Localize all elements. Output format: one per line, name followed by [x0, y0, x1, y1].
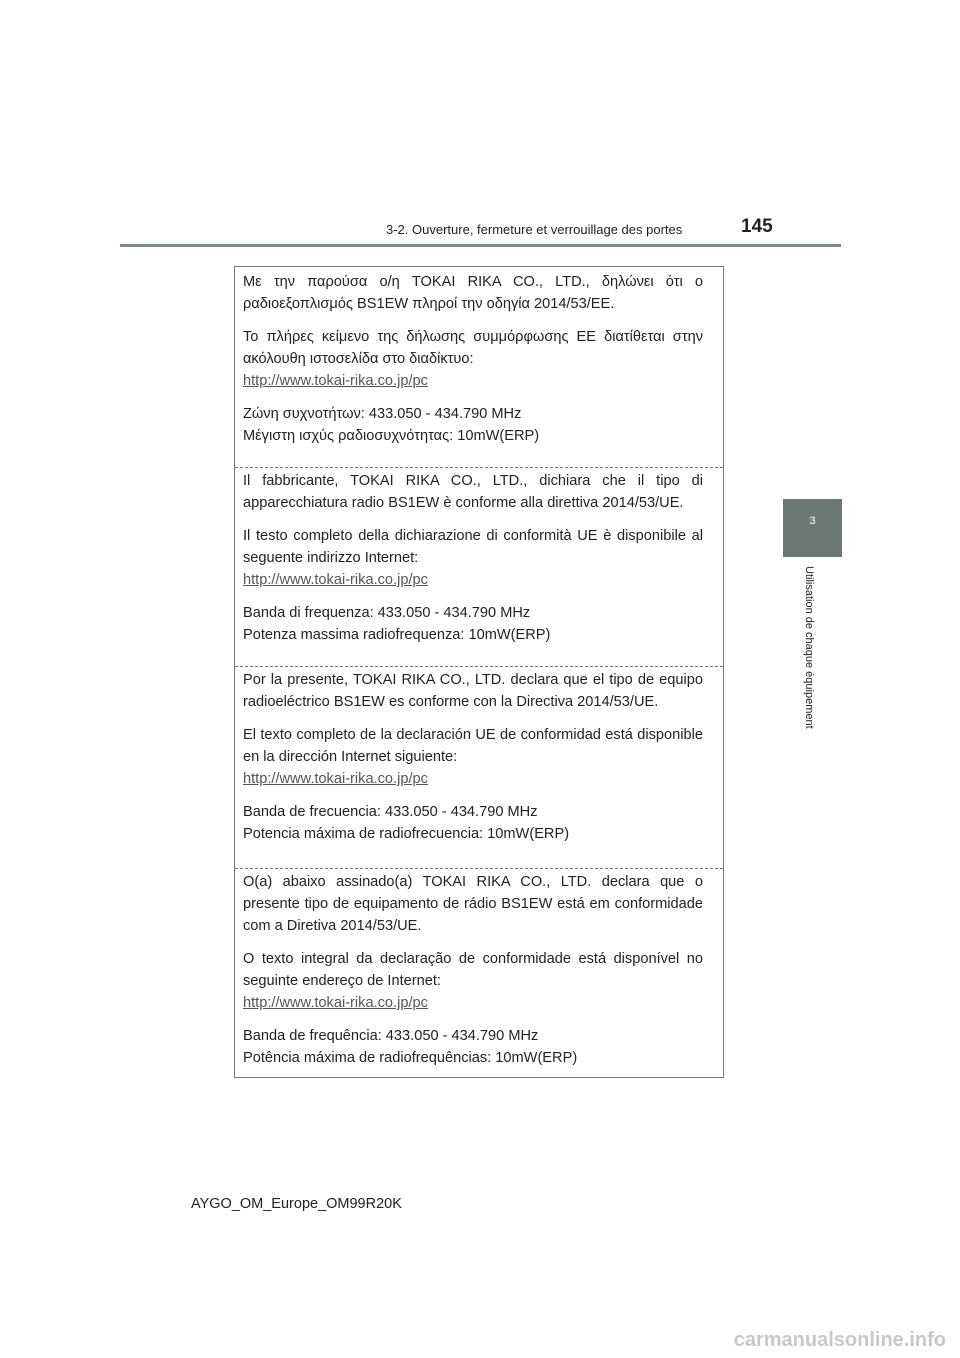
radio-specs [235, 403, 723, 447]
section-spanish [235, 669, 723, 845]
availability-text: Il testo completo della dichiarazione di conformità UE è disponibile al seguente indirizzo Internet: [243, 528, 703, 566]
section-divider [235, 467, 723, 468]
declaration-statement: Με την παρούσα ο/η TOKAI RIKA CO., LTD., δηλώνει ότι ο ραδιοεξοπλισμός BS1EW πληροί την οδηγία 2014/53/ΕΕ. [243, 274, 703, 312]
section-divider [235, 666, 723, 667]
declaration-link[interactable]: http://www.tokai-rika.co.jp/pc [243, 572, 428, 588]
availability-text: O texto integral da declaração de conformidade está disponível no seguinte endereço de Internet: [243, 951, 703, 989]
frequency-band: Banda de frecuencia: 433.050 - 434.790 MHz [243, 804, 538, 820]
availability-text: Το πλήρες κείμενο της δήλωσης συμμόρφωσης ΕΕ διατίθεται στην ακόλουθη ιστοσελίδα στο διαδίκτυο: [243, 329, 703, 367]
declaration-link[interactable]: http://www.tokai-rika.co.jp/pc [243, 373, 428, 389]
declaration-availability [235, 724, 723, 790]
declaration-availability [235, 948, 723, 1014]
section-greek [235, 271, 723, 447]
declaration-statement: Il fabbricante, TOKAI RIKA CO., LTD., dichiara che il tipo di apparecchiatura radio BS1EW è conforme alla direttiva 2014/53/UE. [243, 473, 703, 511]
chapter-tab [783, 499, 842, 557]
frequency-band: Ζώνη συχνοτήτων: 433.050 - 434.790 MHz [243, 406, 522, 422]
declaration-availability [235, 326, 723, 392]
declaration-statement: O(a) abaixo assinado(a) TOKAI RIKA CO., LTD. declara que o presente tipo de equipamento de rádio BS1EW está em conformidade com a Diretiva 2014/53/UE. [243, 874, 703, 934]
section-portuguese [235, 871, 723, 1069]
radio-specs [235, 801, 723, 845]
max-power: Potencia máxima de radiofrecuencia: 10mW(ERP) [243, 826, 570, 842]
page-number: 145 [741, 216, 773, 237]
declaration-link[interactable]: http://www.tokai-rika.co.jp/pc [243, 995, 428, 1011]
frequency-band: Banda di frequenza: 433.050 - 434.790 MHz [243, 605, 531, 621]
document-code: AYGO_OM_Europe_OM99R20K [191, 1196, 402, 1212]
chapter-section-title: 3-2. Ouverture, fermeture et verrouillage des portes [386, 222, 683, 237]
declarations-box [234, 266, 724, 1078]
chapter-side-title: Utilisation de chaque équipement [803, 566, 815, 729]
declaration-availability [235, 525, 723, 591]
header-rule [120, 244, 841, 247]
chapter-tab-number: 3 [809, 515, 816, 527]
section-italian [235, 470, 723, 646]
availability-text: El texto completo de la declaración UE de conformidad está disponible en la dirección Internet siguiente: [243, 727, 703, 765]
max-power: Potência máxima de radiofrequências: 10mW(ERP) [243, 1050, 578, 1066]
max-power: Potenza massima radiofrequenza: 10mW(ERP) [243, 627, 551, 643]
declaration-link[interactable]: http://www.tokai-rika.co.jp/pc [243, 771, 428, 787]
frequency-band: Banda de frequência: 433.050 - 434.790 MHz [243, 1028, 539, 1044]
site-watermark: carmanualsonline.info [733, 1329, 946, 1351]
declaration-statement: Por la presente, TOKAI RIKA CO., LTD. declara que el tipo de equipo radioeléctrico BS1EW es conforme con la Directiva 2014/53/UE. [243, 672, 703, 710]
radio-specs [235, 602, 723, 646]
radio-specs [235, 1025, 723, 1069]
section-divider [235, 868, 723, 869]
max-power: Μέγιστη ισχύς ραδιοσυχνότητας: 10mW(ERP) [243, 428, 540, 444]
